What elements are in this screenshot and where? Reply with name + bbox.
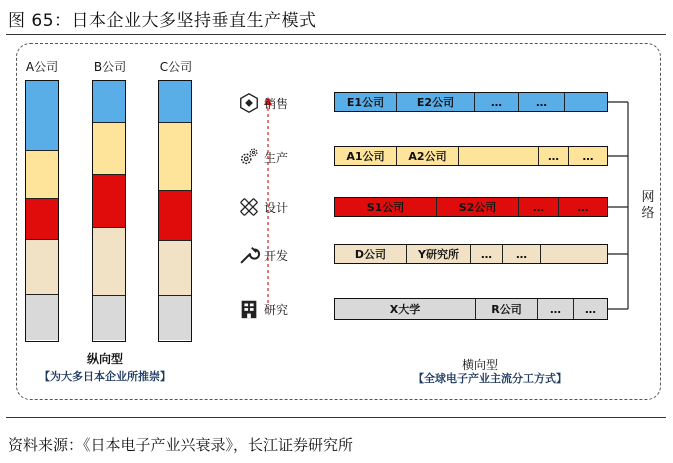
network-bracket — [606, 96, 636, 316]
gears-icon — [238, 146, 260, 168]
row-cell: … — [538, 299, 574, 319]
row-cell: E2公司 — [397, 93, 475, 111]
row-cell: … — [582, 149, 594, 163]
column-label-b: B公司 — [93, 60, 127, 74]
row-cell: R公司 — [476, 299, 538, 319]
development-row — [334, 244, 608, 264]
building-icon — [238, 298, 260, 320]
pencil-ruler-icon — [238, 196, 260, 218]
company-a-stack — [25, 80, 59, 342]
row-cell: S2公司 — [437, 198, 519, 216]
segment-production — [159, 123, 191, 191]
stage-design — [238, 196, 288, 218]
row-cell: Y研究所 — [407, 245, 471, 263]
row-cell: A1公司 — [335, 147, 397, 165]
row-cell — [459, 147, 539, 165]
vertical-caption: 纵向型 — [86, 352, 123, 366]
network-label: 网络 — [641, 190, 655, 221]
stage-production — [238, 146, 288, 168]
segment-production — [93, 123, 125, 175]
column-label-c: C公司 — [159, 60, 193, 74]
stage-development — [238, 244, 288, 266]
row-cell — [541, 245, 607, 263]
segment-research — [159, 296, 191, 340]
segment-research — [93, 296, 125, 340]
stage-label: 设计 — [264, 200, 289, 215]
bottom-rule — [6, 417, 666, 418]
segment-design — [26, 199, 58, 240]
segment-production — [26, 151, 58, 199]
segment-research — [26, 295, 58, 340]
figure-title: 图 65：日本企业大多坚持垂直生产模式 — [8, 11, 317, 31]
horizontal-caption: 横向型 — [461, 358, 498, 372]
row-cell: … — [519, 198, 559, 216]
segment-development — [26, 240, 58, 295]
stage-sales — [238, 92, 288, 114]
horizontal-subcaption: 【全球电子产业主流分工方式】 — [413, 372, 567, 385]
segment-sales — [26, 81, 58, 151]
row-cell: D公司 — [335, 245, 407, 263]
tag-icon — [238, 92, 260, 114]
research-row — [334, 298, 608, 320]
stage-label: 生产 — [264, 150, 289, 165]
segment-sales — [159, 81, 191, 123]
stage-label: 销售 — [264, 96, 289, 111]
row-cell: X大学 — [335, 299, 476, 319]
row-cell: … — [577, 200, 589, 214]
segment-development — [159, 241, 191, 296]
segment-sales — [93, 81, 125, 123]
row-cell: S1公司 — [335, 198, 437, 216]
row-cell: E1公司 — [335, 93, 397, 111]
sales-row — [334, 92, 608, 112]
segment-design — [93, 175, 125, 228]
stage-label: 研究 — [264, 302, 289, 317]
segment-development — [93, 228, 125, 296]
row-cell: … — [539, 147, 569, 165]
row-cell: … — [471, 245, 503, 263]
company-c-stack — [158, 80, 192, 342]
source-note: 资料来源：《日本电子产业兴衰录》，长江证券研究所 — [8, 436, 354, 454]
row-cell — [565, 93, 607, 111]
row-cell: A2公司 — [397, 147, 459, 165]
company-b-stack — [92, 80, 126, 342]
row-cell: … — [519, 93, 565, 111]
row-cell: … — [503, 245, 541, 263]
row-cell: … — [475, 93, 519, 111]
segment-design — [159, 191, 191, 241]
design-row — [334, 197, 608, 217]
stage-research — [238, 298, 288, 320]
wrench-icon — [238, 244, 260, 266]
row-cell: … — [585, 302, 596, 316]
column-label-a: A公司 — [25, 60, 59, 74]
top-rule — [6, 34, 666, 35]
vertical-subcaption: 【为大多日本企业所推崇】 — [39, 370, 171, 383]
production-row — [334, 146, 608, 166]
stage-label: 开发 — [264, 248, 289, 263]
